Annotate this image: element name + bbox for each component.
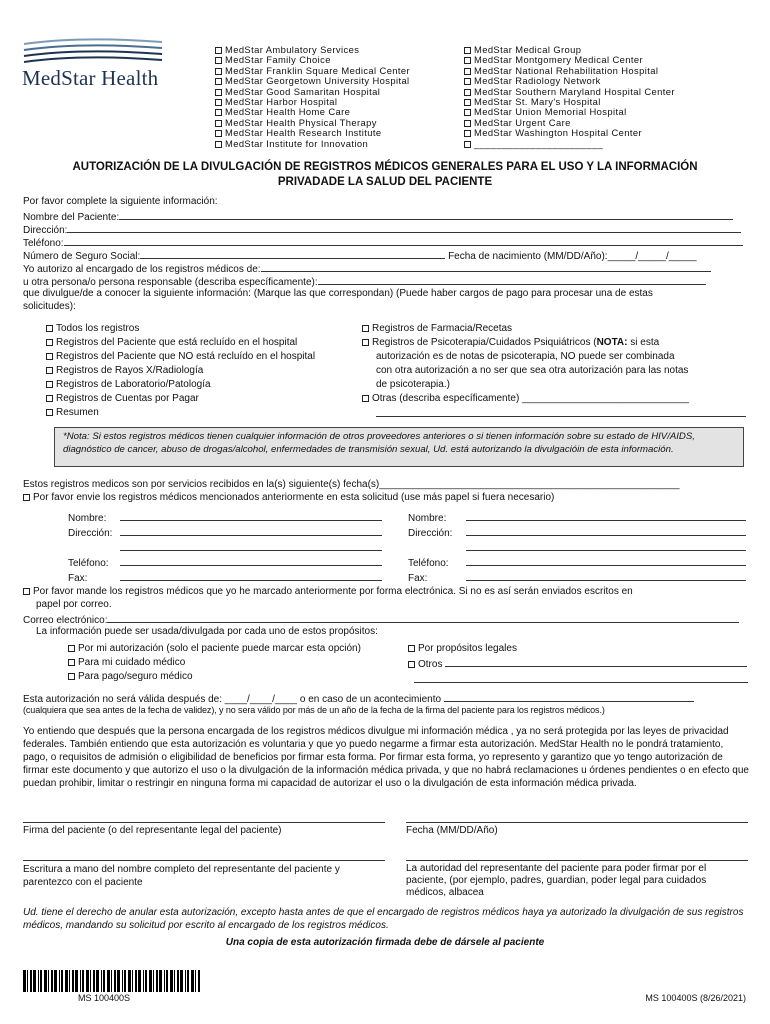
checkbox[interactable] (215, 68, 222, 75)
other-records-field[interactable] (376, 406, 746, 417)
note-box: *Nota: Si estos registros médicos tienen cualquier información de otros proveedores anteriores o si tienen información sobre su estado de HIV/AIDS, diagnóstico de cancer, abuso de drogas/alcohol, enfermedades de transmisión sexual, Ud. está autorizando la divulgacióin de esta información. (54, 427, 744, 467)
checkbox[interactable] (46, 409, 53, 416)
checkbox[interactable] (215, 47, 222, 54)
recipient-name-field[interactable] (120, 510, 382, 521)
checkbox[interactable] (215, 130, 222, 137)
disclose-text: que divulgue/de a conocer la siguiente información: (Marque las que correspondan) (Puede haber cargos de pago para procesar una de estas (23, 288, 653, 299)
ssn-label: Número de Seguro Social: (23, 251, 141, 262)
checkbox[interactable] (215, 109, 222, 116)
checkbox[interactable] (408, 645, 415, 652)
checkbox[interactable] (215, 141, 222, 148)
checkbox[interactable] (464, 109, 471, 116)
checkbox[interactable] (23, 494, 30, 501)
address-field[interactable] (67, 222, 741, 233)
rep-name-label-2: parentezco con el paciente (23, 877, 143, 888)
record-label: Registros de Farmacia/Recetas (372, 323, 513, 334)
checkbox[interactable] (46, 339, 53, 346)
facility-option-label: MedStar Radiology Network (474, 75, 601, 87)
recipient-address-label: Dirección: (408, 528, 453, 539)
recipient-phone-field[interactable] (466, 555, 746, 566)
checkbox[interactable] (464, 141, 471, 148)
address-label: Dirección: (23, 225, 68, 236)
validity-note: (cualquiera que sea antes de la fecha de validez), y no sera válido por más de un año de la fecha de la firma del paciente para los registros médicos.) (23, 705, 605, 715)
other-person-field[interactable] (318, 274, 706, 285)
recipient-name-label: Nombre: (408, 513, 447, 524)
checkbox[interactable] (464, 57, 471, 64)
checkbox[interactable] (23, 588, 30, 595)
authorize-field[interactable] (261, 261, 711, 272)
record-option-label: Registros del Paciente que NO está recluído en el hospital (56, 351, 316, 362)
record-label: Registros de Psicoterapia/Cuidados Psiquiátricos ( (372, 337, 597, 348)
rep-name-line[interactable] (23, 860, 385, 861)
purposes-intro: La información puede ser usada/divulgada por cada uno de estos propósitos: (36, 626, 378, 637)
record-label: Otras (describa específicamente) ______________________________ (372, 393, 689, 404)
rep-authority-label: La autoridad del representante del paciente para poder firmar por el paciente, (por ejemplo, padres, guardian, poder legal para cuidados médicos, albacea (406, 863, 707, 898)
record-option[interactable] (46, 322, 315, 336)
checkbox[interactable] (464, 120, 471, 127)
checkbox[interactable] (464, 89, 471, 96)
electronic-label-2: papel por correo. (36, 599, 112, 610)
form-title (20, 160, 750, 190)
checkbox[interactable] (215, 78, 222, 85)
disclose-text-2: solicitudes): (23, 301, 76, 312)
recipient-name-field[interactable] (466, 510, 746, 521)
barcode-icon (23, 970, 203, 992)
dob-label: Fecha de nacimiento (MM/DD/Año):_____/_____/_____ (448, 251, 697, 262)
copy-note: Una copia de esta autorización firmada debe de dársele al paciente (225, 937, 545, 948)
facility-list-right (464, 45, 675, 149)
facility-option-label: MedStar Good Samaritan Hospital (225, 85, 381, 97)
facility-option-label: MedStar Montgomery Medical Center (474, 54, 643, 66)
email-field[interactable] (107, 612, 739, 623)
facility-option-label: MedStar Southern Maryland Hospital Center (474, 85, 675, 97)
checkbox[interactable] (215, 99, 222, 106)
checkbox[interactable] (362, 339, 369, 346)
title-line-1: AUTORIZACIÓN DE LA DIVULGACIÓN DE REGISTROS MÉDICOS GENERALES PARA EL USO Y LA INFORMACIÓN (72, 161, 698, 173)
checkbox[interactable] (362, 325, 369, 332)
facility-option-label: MedStar Health Home Care (225, 106, 351, 118)
rep-name-label-1: Escritura a mano del nombre completo del representante del paciente y (23, 864, 340, 875)
consent-paragraph: Yo entiendo que después que la persona encargada de los registros médicos divulgue mi información médica , ya no será protegida por las leyes de privacidad federales. También entiendo que esta autorización es voluntaria y que yo puedo negarme a firmar esta autorización. MedStar Health no le pondrá tratamiento, pago, o requisitos de admisión o eligibilidad de beneficios por firmar esta forma. Por firmar esta forma, yo represento y garantizo que yo tengo autorización de firmar este documento y que autorizo el uso o la divulgación de la información médica privada, y que no habrá reclamaciones u órdenes pendientes o en efecto que puedan prohibir, limitar o restringir en ninguna forma mi capacidad de autorizar el uso o la divulgación de esta información médica privada. (23, 726, 749, 789)
purpose-option[interactable] (68, 670, 361, 684)
record-option-label: Resumen (56, 407, 99, 418)
record-option-label: Todos los registros (56, 323, 140, 334)
checkbox[interactable] (362, 395, 369, 402)
recipient-fax-label: Fax: (408, 573, 428, 584)
facility-option-label: MedStar Medical Group (474, 44, 582, 55)
checkbox[interactable] (46, 325, 53, 332)
validity-label: Esta autorización no será válida después de: ____/____/____ o en caso de un acontecimiento (23, 694, 442, 705)
send-records-label: Por favor envie los registros médicos mencionados anteriormente en esta solicitud (use más papel si fuera necesario) (33, 492, 555, 503)
logo-swoosh-icon (22, 38, 172, 64)
checkbox[interactable] (464, 99, 471, 106)
checkbox[interactable] (46, 381, 53, 388)
record-option-label: Registros de Laboratorio/Patología (56, 379, 211, 390)
record-option[interactable] (46, 336, 315, 350)
facility-option-label: MedStar National Rehabilitation Hospital (474, 64, 659, 76)
record-option[interactable] (46, 378, 315, 392)
facility-option-label: MedStar St. Mary's Hospital (474, 96, 601, 108)
recipient-address-field[interactable] (120, 525, 382, 536)
recipient-phone-label: Teléfono: (408, 558, 449, 569)
other-purpose-field[interactable] (445, 656, 747, 667)
facility-option-label: MedStar Washington Hospital Center (474, 127, 643, 139)
record-option[interactable] (46, 364, 315, 378)
checkbox[interactable] (464, 130, 471, 137)
facility-option[interactable] (215, 139, 410, 149)
record-option-label: Registros de Rayos X/Radiología (56, 365, 204, 376)
checkbox[interactable] (46, 395, 53, 402)
checkbox[interactable] (464, 68, 471, 75)
recipient-left (68, 510, 388, 585)
authorize-label: Yo autorizo al encargado de los registros médicos de: (23, 264, 261, 275)
records-list-left (46, 322, 315, 420)
facility-option-label: MedStar Union Memorial Hospital (474, 106, 627, 118)
checkbox[interactable] (46, 367, 53, 374)
purpose-option[interactable] (68, 656, 361, 670)
recipient-fax-field[interactable] (466, 570, 746, 581)
checkbox[interactable] (215, 120, 222, 127)
other-purpose-field-2[interactable] (414, 672, 748, 683)
checkbox[interactable] (215, 89, 222, 96)
facility-option-label: MedStar Health Physical Therapy (225, 116, 377, 128)
facility-option-label: MedStar Ambulatory Services (225, 44, 360, 55)
checkbox[interactable] (68, 659, 75, 666)
record-option-label: Registros del Paciente que está recluído en el hospital (56, 337, 298, 348)
rep-name-label (23, 863, 340, 889)
purpose-option-legal[interactable] (408, 642, 748, 656)
record-option-pharmacy[interactable] (362, 322, 746, 336)
purpose-label: Otros (418, 659, 443, 670)
facility-option-label: MedStar Urgent Care (474, 116, 571, 128)
send-records-option[interactable] (23, 492, 554, 504)
phone-field[interactable] (64, 235, 743, 246)
medstar-logo (22, 38, 182, 91)
electronic-label: Por favor mande los registros médicos que yo he marcado anteriormente por forma electrónica. Si no es así serán enviados escritos en (33, 586, 633, 597)
psych-note-4: de psicoterapia.) (376, 379, 450, 390)
facility-option-label: MedStar Institute for Innovation (225, 137, 369, 149)
purpose-label: Por propósitos legales (418, 643, 517, 654)
record-label: si esta (627, 337, 660, 348)
ssn-field[interactable] (140, 248, 445, 259)
recipient-phone-field[interactable] (120, 555, 382, 566)
other-person-label: u otra persona/o persona responsable (describa específicamente): (23, 277, 318, 288)
record-option[interactable] (46, 350, 315, 364)
date-signature-line[interactable] (406, 822, 748, 823)
other-person-row[interactable] (23, 274, 706, 289)
psych-note-2: autorización es de notas de psicoterapia, NO puede ser combinada (376, 351, 675, 362)
psych-note-bold: NOTA: (596, 337, 628, 348)
checkbox[interactable] (68, 645, 75, 652)
form-number: MS 100400S (8/26/2021) (645, 993, 746, 1003)
purpose-option-label: Para pago/seguro médico (78, 671, 193, 682)
recipient-name-label: Nombre: (68, 513, 107, 524)
facility-option-label: MedStar Health Research Institute (225, 127, 382, 139)
facility-option-label: _______________________ (474, 137, 604, 149)
purpose-option-other[interactable] (408, 656, 748, 672)
revoke-text: Ud. tiene el derecho de anular esta autorización, excepto hasta antes de que el encargado de registros médicos haya ya autorizado la divulgación de sus registros médicos, mandando su solicitud por escrito al encargado de los registros médicos. (23, 907, 744, 931)
patient-signature-line[interactable] (23, 822, 385, 823)
checkbox[interactable] (68, 673, 75, 680)
recipient-fax-field[interactable] (120, 570, 382, 581)
recipient-phone-label: Teléfono: (68, 558, 109, 569)
record-option-psych[interactable] (362, 336, 746, 350)
record-option-other[interactable] (362, 392, 746, 406)
intro-text: Por favor complete la siguiente información: (23, 196, 218, 207)
phone-label: Teléfono: (23, 238, 64, 249)
rep-authority-line[interactable] (406, 860, 748, 861)
purposes-left (68, 642, 361, 684)
service-dates[interactable]: Estos registros medicos son por servicios recibidos en la(s) siguiente(s) fecha(s)______________________________________________________ (23, 479, 680, 490)
recipient-address-label: Dirección: (68, 528, 113, 539)
purpose-option-label: Para mi cuidado médico (78, 657, 186, 668)
purpose-option-label: Por mi autorización (solo el paciente puede marcar esta opción) (78, 643, 361, 654)
recipient-address-field-2[interactable] (466, 540, 746, 551)
recipient-address-field[interactable] (466, 525, 746, 536)
checkbox[interactable] (464, 78, 471, 85)
facility-option-label: MedStar Franklin Square Medical Center (225, 64, 411, 76)
record-option[interactable] (46, 392, 315, 406)
purposes-right (408, 642, 748, 688)
checkbox[interactable] (464, 47, 471, 54)
patient-name-label: Nombre del Paciente: (23, 212, 120, 223)
records-list-right (362, 322, 746, 422)
electronic-option[interactable] (23, 586, 633, 598)
title-line-2: PRIVADADE LA SALUD DEL PACIENTE (277, 176, 493, 188)
facility-option[interactable] (464, 139, 675, 149)
logo-text: MedStar Health (22, 66, 159, 90)
patient-name-field[interactable] (119, 209, 733, 220)
recipient-address-field-2[interactable] (120, 540, 382, 551)
recipient-right (408, 510, 750, 585)
facility-option-label: MedStar Harbor Hospital (225, 96, 338, 108)
facility-option-label: MedStar Family Choice (225, 54, 331, 66)
facility-option-label: MedStar Georgetown University Hospital (225, 75, 410, 87)
patient-signature-label: Firma del paciente (o del representante legal del paciente) (23, 825, 282, 836)
facility-list-left (215, 45, 410, 149)
date-signature-label: Fecha (MM/DD/Año) (406, 825, 498, 836)
checkbox[interactable] (46, 353, 53, 360)
checkbox[interactable] (215, 57, 222, 64)
checkbox[interactable] (408, 661, 415, 668)
record-option-label: Registros de Cuentas por Pagar (56, 393, 199, 404)
psych-note-3: con otra autorización a no ser que sea otra autorización para las notas (376, 365, 689, 376)
recipient-fax-label: Fax: (68, 573, 88, 584)
purpose-option[interactable] (68, 642, 361, 656)
email-row[interactable] (23, 612, 739, 627)
event-field[interactable] (444, 691, 694, 702)
record-option[interactable] (46, 406, 315, 420)
barcode-label: MS 100400S (78, 993, 131, 1003)
email-label: Correo electrónico: (23, 615, 108, 626)
